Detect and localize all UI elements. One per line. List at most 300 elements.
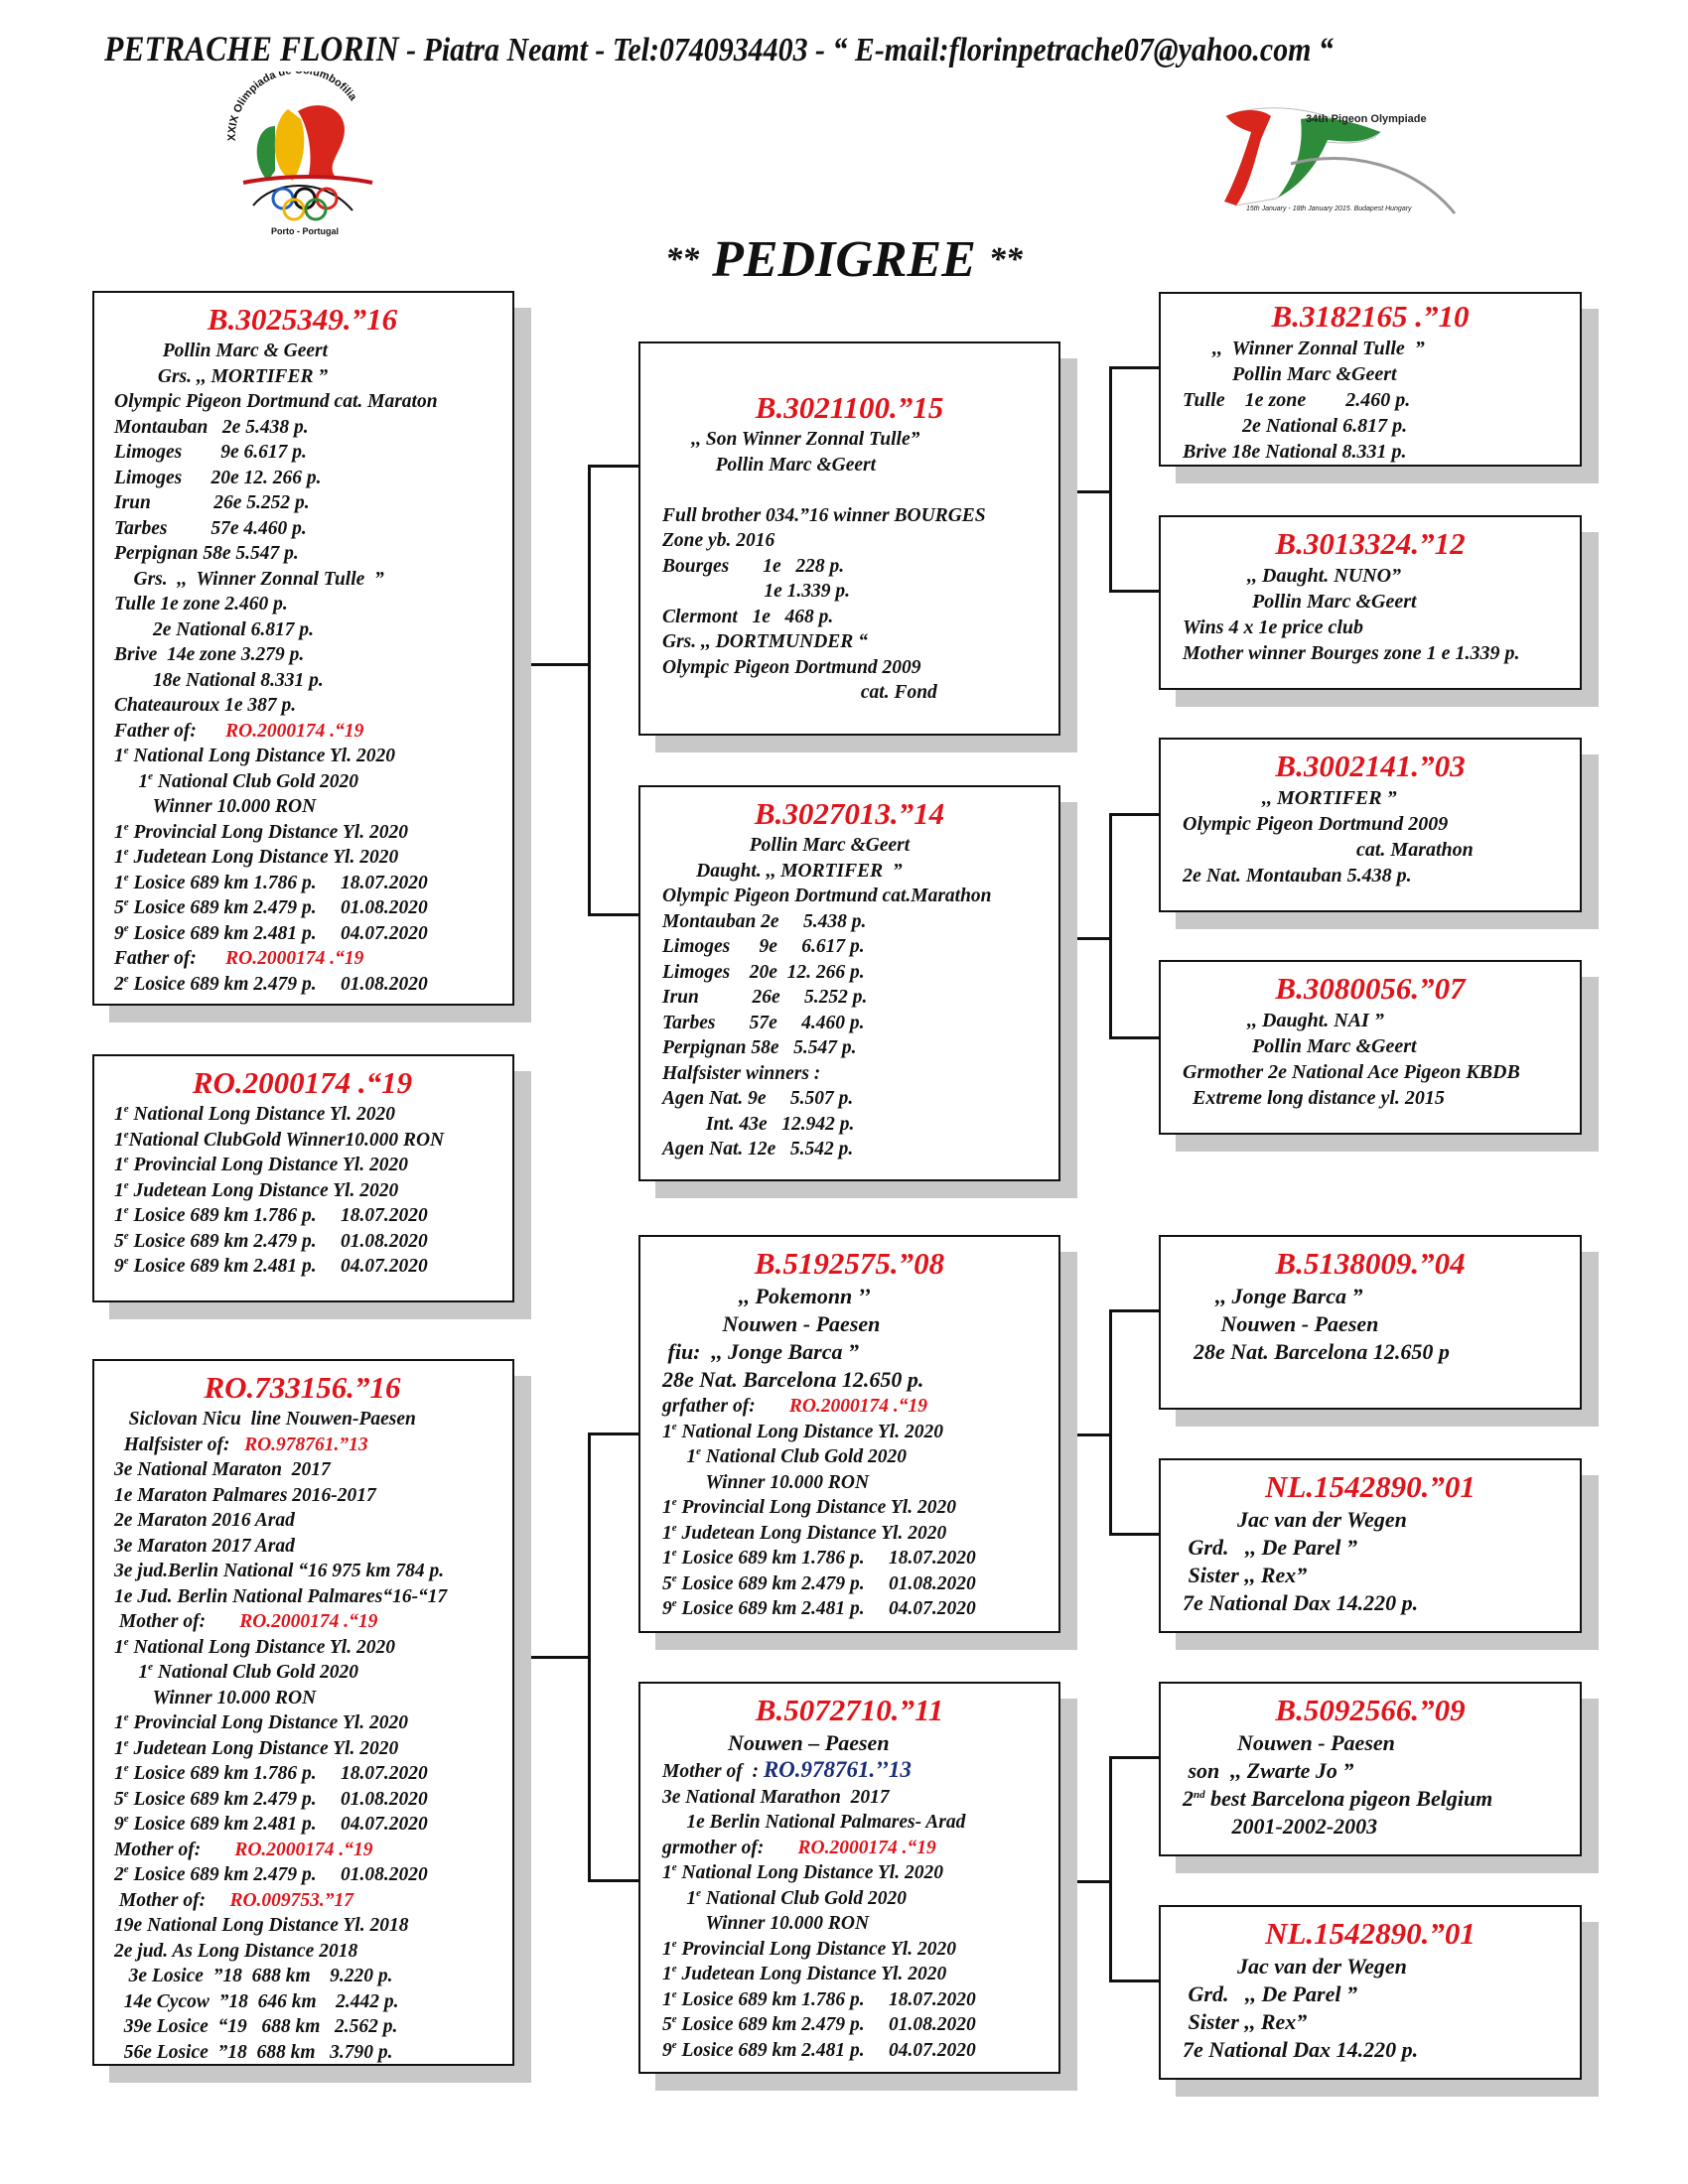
place-suffix: e bbox=[671, 2038, 677, 2051]
pedigree-line bbox=[662, 1886, 1037, 1912]
pedigree-line bbox=[1183, 640, 1558, 666]
line-text: Judetean Long Distance Yl. 2020 bbox=[676, 1522, 947, 1544]
page-title bbox=[0, 230, 1688, 289]
pedigree-line bbox=[662, 1112, 1037, 1138]
line-text: Grd. ,, De Parel ” bbox=[1183, 1981, 1357, 2006]
pedigree-line bbox=[662, 1596, 1037, 1622]
pedigree-line bbox=[1183, 785, 1558, 811]
line-text: Losice 689 km 2.481 p. 04.07.2020 bbox=[676, 2039, 976, 2061]
line-text: Losice 689 km 2.481 p. 04.07.2020 bbox=[128, 922, 428, 944]
place-number: 1 bbox=[662, 1964, 672, 1984]
line-text: Limoges 20e 12. 266 p. bbox=[662, 961, 865, 983]
pedigree-line bbox=[662, 1061, 1037, 1087]
pedigree-line bbox=[662, 1521, 1037, 1547]
place-number: 2 bbox=[114, 973, 124, 995]
pedigree-line bbox=[662, 1987, 1037, 2013]
line-text: Mother of: bbox=[114, 1839, 235, 1860]
line-text: National Club Gold 2020 bbox=[153, 1662, 358, 1683]
pedigree-box-ddd bbox=[1159, 1905, 1582, 2080]
line-text: Losice 689 km 2.481 p. 04.07.2020 bbox=[676, 1598, 976, 1619]
place-suffix: e bbox=[671, 1547, 677, 1559]
connector bbox=[1059, 1880, 1111, 1883]
pedigree-line bbox=[114, 1584, 491, 1610]
place-suffix: e bbox=[671, 1937, 677, 1950]
pedigree-line bbox=[114, 490, 491, 516]
porto-logo-arc-text: XXIX Olimpiada d lumbofilia bbox=[225, 71, 359, 142]
line-text: Nouwen - Paesen bbox=[662, 1311, 881, 1336]
line-text: ,, Pokemonn ’’ bbox=[662, 1284, 871, 1308]
line-text: 56e Losice ”18 688 km 3.790 p. bbox=[114, 2041, 393, 2063]
place-suffix: e bbox=[123, 846, 129, 858]
pedigree-line bbox=[114, 389, 491, 415]
pedigree-line bbox=[114, 1787, 491, 1813]
place-number: 1 bbox=[114, 847, 124, 868]
line-text: Losice 689 km 2.479 p. 01.08.2020 bbox=[128, 897, 428, 918]
line-text: Clermont 1e 468 p. bbox=[662, 606, 834, 627]
breeder-name: PETRACHE FLORIN bbox=[104, 29, 399, 68]
line-text: grfather of: bbox=[662, 1396, 789, 1417]
pedigree-line bbox=[114, 1609, 491, 1635]
pedigree-line bbox=[1183, 811, 1558, 837]
connector bbox=[1109, 1979, 1160, 1982]
line-text: Limoges 9e 6.617 p. bbox=[114, 442, 307, 463]
budapest-logo-image bbox=[1196, 94, 1504, 223]
pedigree-line bbox=[662, 1937, 1037, 1963]
place-suffix: e bbox=[671, 1861, 677, 1873]
line-text: ,, MORTIFER ” bbox=[1183, 787, 1397, 809]
connector bbox=[1059, 1433, 1111, 1436]
line-text: Tarbes 57e 4.460 p. bbox=[114, 517, 307, 539]
line-text: Losice 689 km 1.786 p. 18.07.2020 bbox=[676, 1548, 976, 1569]
ring-number: B.3002141.”03 bbox=[1275, 749, 1466, 783]
line-text: National Long Distance Yl. 2020 bbox=[128, 746, 395, 766]
pedigree-line bbox=[114, 668, 491, 694]
line-text: Losice 689 km 2.479 p. 01.08.2020 bbox=[128, 1864, 428, 1885]
line-text: Wins 4 x 1e price club bbox=[1183, 616, 1364, 638]
place-number: 1 bbox=[114, 1179, 124, 1201]
pedigree-line bbox=[1183, 589, 1558, 614]
pedigree-line bbox=[1183, 1338, 1558, 1366]
connector bbox=[513, 663, 590, 666]
line-text: Chateauroux 1e 387 p. bbox=[114, 695, 297, 716]
line-text: Daught. ,, MORTIFER ” bbox=[662, 860, 903, 882]
line-text: Pollin Marc &Geert bbox=[1183, 1035, 1417, 1057]
connector bbox=[588, 1879, 639, 1882]
pedigree-line bbox=[662, 579, 1037, 605]
line-text: Losice 689 km 2.479 p. 01.08.2020 bbox=[676, 1572, 976, 1594]
line-text: 14e Cycow ”18 646 km 2.442 p. bbox=[114, 1990, 399, 2012]
line-text: National Club Gold 2020 bbox=[701, 1887, 907, 1909]
pedigree-line bbox=[114, 1407, 491, 1433]
connector bbox=[1109, 366, 1160, 369]
connector bbox=[1059, 490, 1111, 493]
place-number: 1 bbox=[114, 872, 124, 893]
place-suffix: e bbox=[123, 1813, 129, 1825]
pedigree-line bbox=[1183, 1953, 1558, 1980]
line-text: Pollin Marc &Geert bbox=[662, 835, 911, 856]
pedigree-line bbox=[1183, 614, 1558, 640]
line-text: 2e Nat. Montauban 5.438 p. bbox=[1183, 865, 1412, 887]
line-text: Tulle 1e zone 2.460 p. bbox=[114, 594, 288, 614]
pedigree-line bbox=[114, 2014, 491, 2040]
place-number: 9 bbox=[114, 1814, 124, 1835]
line-text: Mother of : bbox=[662, 1761, 764, 1782]
place-suffix: e bbox=[123, 1711, 129, 1723]
line-text: 39e Losice “19 688 km 2.562 p. bbox=[114, 2016, 398, 2037]
indent bbox=[114, 771, 138, 792]
pedigree-line bbox=[114, 744, 491, 769]
pedigree-line bbox=[1183, 1534, 1558, 1562]
place-number: 1 bbox=[662, 1938, 672, 1960]
place-suffix: e bbox=[671, 1420, 677, 1433]
line-text: Limoges 9e 6.617 p. bbox=[662, 936, 865, 957]
pedigree-box-dds bbox=[1159, 1682, 1582, 1856]
pedigree-line bbox=[114, 1433, 491, 1458]
place-number: 1 bbox=[114, 1737, 124, 1759]
place-number: 2 bbox=[1183, 1786, 1194, 1811]
ring-reference: RO.2000174 .“19 bbox=[239, 1611, 378, 1632]
pedigree-line bbox=[662, 1283, 1037, 1310]
porto-olympiad-logo bbox=[213, 71, 392, 240]
pedigree-line bbox=[114, 339, 491, 364]
place-suffix: e bbox=[123, 1229, 129, 1242]
pedigree-box-sdd bbox=[1159, 960, 1582, 1135]
pedigree-line bbox=[662, 1962, 1037, 1987]
pedigree-line bbox=[114, 1838, 491, 1863]
line-text: 1e 1.339 p. bbox=[662, 581, 851, 602]
line-text: Judetean Long Distance Yl. 2020 bbox=[676, 1964, 947, 1984]
pedigree-line bbox=[662, 960, 1037, 986]
place-suffix: e bbox=[123, 1255, 129, 1267]
pedigree-line bbox=[662, 1470, 1037, 1496]
pedigree-line bbox=[114, 1128, 491, 1154]
line-text: National Club Gold 2020 bbox=[153, 770, 358, 792]
pedigree-line bbox=[114, 921, 491, 947]
indent bbox=[662, 1888, 686, 1909]
line-text: Losice 689 km 2.479 p. 01.08.2020 bbox=[128, 1230, 428, 1252]
pedigree-line bbox=[1183, 1757, 1558, 1785]
pedigree-line bbox=[1183, 413, 1558, 439]
place-suffix: e bbox=[123, 820, 129, 833]
pedigree-line bbox=[662, 2038, 1037, 2064]
pedigree-line bbox=[114, 845, 491, 871]
line-text: Pollin Marc &Geert bbox=[662, 454, 877, 476]
pedigree-line bbox=[662, 1860, 1037, 1886]
connector bbox=[588, 1433, 591, 1881]
pedigree-line bbox=[1183, 387, 1558, 413]
pedigree-line bbox=[114, 466, 491, 491]
indent bbox=[662, 1446, 686, 1467]
line-text: Olympic Pigeon Dortmund cat. Maraton bbox=[114, 391, 438, 412]
line-text: Losice 689 km 1.786 p. 18.07.2020 bbox=[128, 1763, 428, 1784]
place-suffix: e bbox=[123, 1204, 129, 1216]
line-text: 3e Maraton 2017 Arad bbox=[114, 1535, 295, 1557]
line-text: Judetean Long Distance Yl. 2020 bbox=[128, 847, 399, 868]
pedigree-line bbox=[114, 1939, 491, 1965]
line-text: 1e Berlin National Palmares- Arad bbox=[662, 1812, 966, 1833]
line-text: 3e jud.Berlin National “16 975 km 784 p. bbox=[114, 1561, 445, 1581]
line-text: grmother of: bbox=[662, 1837, 798, 1858]
place-suffix: e bbox=[148, 769, 154, 782]
pedigree-line bbox=[662, 1810, 1037, 1836]
ring-reference: RO.2000174 .“19 bbox=[797, 1837, 936, 1858]
pedigree-line bbox=[114, 642, 491, 668]
line-text: Zone yb. 2016 bbox=[662, 530, 775, 551]
line-text: National Long Distance Yl. 2020 bbox=[128, 1104, 395, 1125]
pedigree-line bbox=[1183, 2008, 1558, 2036]
line-text: Nouwen - Paesen bbox=[1183, 1311, 1379, 1336]
place-number: 9 bbox=[114, 1256, 124, 1277]
line-text: cat. Marathon bbox=[1183, 839, 1474, 861]
place-number: 5 bbox=[662, 2014, 672, 2035]
line-text: 28e Nat. Barcelona 12.650 p bbox=[1183, 1339, 1450, 1364]
place-number: 1 bbox=[662, 1862, 672, 1883]
pedigree-line bbox=[662, 2012, 1037, 2038]
line-text: National ClubGold Winner10.000 RON bbox=[128, 1129, 445, 1151]
place-suffix: e bbox=[671, 1521, 677, 1534]
indent bbox=[114, 1662, 138, 1683]
place-suffix: e bbox=[123, 896, 129, 908]
line-text: 2e National 6.817 p. bbox=[1183, 415, 1408, 437]
line-text: Losice 689 km 1.786 p. 18.07.2020 bbox=[676, 1988, 976, 2010]
line-text: Int. 43e 12.942 p. bbox=[662, 1113, 855, 1135]
pedigree-line bbox=[114, 1483, 491, 1509]
pedigree-line bbox=[114, 1635, 491, 1661]
line-text: Agen Nat. 9e 5.507 p. bbox=[662, 1088, 854, 1109]
pedigree-line bbox=[114, 1913, 491, 1939]
place-suffix: e bbox=[671, 1963, 677, 1975]
place-suffix: e bbox=[123, 745, 129, 756]
ring-number: NL.1542890.”01 bbox=[1265, 1916, 1476, 1951]
title-stars-right: ** bbox=[988, 241, 1023, 278]
pedigree-line bbox=[114, 440, 491, 466]
line-text: Montauban 2e 5.438 p. bbox=[662, 910, 867, 932]
place-number: 1 bbox=[662, 1548, 672, 1569]
pedigree-box-ssd bbox=[1159, 515, 1582, 690]
pedigree-line bbox=[1183, 2036, 1558, 2064]
line-text: Winner 10.000 RON bbox=[662, 1913, 870, 1934]
ring-number: B.3025349.”16 bbox=[207, 302, 398, 337]
line-text: son ,, Zwarte Jo ” bbox=[1183, 1758, 1354, 1783]
line-text: Jac van der Wegen bbox=[1183, 1954, 1407, 1979]
place-suffix: e bbox=[123, 972, 129, 985]
connector bbox=[1109, 1036, 1160, 1039]
pedigree-line bbox=[662, 453, 1037, 478]
pedigree-line bbox=[114, 871, 491, 896]
line-text: Nouwen – Paesen bbox=[662, 1730, 890, 1755]
line-text: Provincial Long Distance Yl. 2020 bbox=[128, 821, 408, 843]
pedigree-line bbox=[114, 769, 491, 795]
connector bbox=[1109, 366, 1112, 592]
place-number: 1 bbox=[114, 1712, 124, 1733]
pedigree-line bbox=[114, 2040, 491, 2066]
line-text: Grs. ,, MORTIFER ” bbox=[114, 365, 329, 387]
pedigree-line bbox=[662, 554, 1037, 580]
pedigree-line bbox=[1183, 1033, 1558, 1059]
line-text: Provincial Long Distance Yl. 2020 bbox=[676, 1938, 956, 1960]
connector bbox=[1109, 1533, 1160, 1536]
line-text: 3e National Marathon 2017 bbox=[662, 1786, 890, 1808]
place-number: 1 bbox=[686, 1446, 697, 1467]
ring-number: B.3021100.”15 bbox=[755, 390, 944, 425]
pedigree-line bbox=[1183, 1785, 1558, 1813]
pedigree-line bbox=[1183, 863, 1558, 888]
pedigree-line bbox=[662, 1785, 1037, 1811]
line-text: Pollin Marc &Geert bbox=[1183, 363, 1397, 385]
line-text: Losice 689 km 2.479 p. 01.08.2020 bbox=[128, 973, 428, 995]
connector bbox=[588, 465, 639, 468]
line-text: Losice 689 km 2.479 p. 01.08.2020 bbox=[128, 1788, 428, 1810]
line-text: 3e Losice ”18 688 km 9.220 p. bbox=[114, 1966, 393, 1986]
pedigree-line bbox=[662, 909, 1037, 935]
line-text: Irun 26e 5.252 p. bbox=[662, 987, 868, 1008]
place-suffix: e bbox=[123, 1128, 129, 1141]
line-text: Grmother 2e National Ace Pigeon KBDB bbox=[1183, 1061, 1520, 1083]
pedigree-line bbox=[114, 1812, 491, 1838]
place-number: 1 bbox=[662, 1988, 672, 2010]
pedigree-line bbox=[662, 859, 1037, 885]
connector bbox=[588, 1433, 639, 1435]
place-number: 1 bbox=[114, 1763, 124, 1784]
pedigree-line bbox=[1183, 439, 1558, 465]
place-suffix: e bbox=[696, 1445, 702, 1457]
pedigree-line bbox=[662, 605, 1037, 630]
line-text: Provincial Long Distance Yl. 2020 bbox=[676, 1497, 956, 1518]
line-text: Full brother 034.”16 winner BOURGES bbox=[662, 504, 986, 526]
pedigree-line bbox=[1183, 1059, 1558, 1085]
pedigree-box-sds bbox=[1159, 738, 1582, 912]
pedigree-line bbox=[1183, 1562, 1558, 1589]
line-text: Bourges 1e 228 p. bbox=[662, 555, 845, 577]
line-text: Agen Nat. 12e 5.542 p. bbox=[662, 1139, 854, 1160]
line-text: Halfsister winners : bbox=[662, 1062, 821, 1084]
ring-reference: RO.2000174 .“19 bbox=[234, 1839, 373, 1860]
line-text: Olympic Pigeon Dortmund 2009 bbox=[662, 656, 921, 678]
line-text: 19e National Long Distance Yl. 2018 bbox=[114, 1915, 409, 1936]
pedigree-line bbox=[662, 1546, 1037, 1571]
line-text: Siclovan Nicu line Nouwen-Paesen bbox=[114, 1409, 416, 1430]
pedigree-line bbox=[114, 1457, 491, 1483]
pedigree-line bbox=[1183, 1085, 1558, 1111]
pedigree-line bbox=[114, 1989, 491, 2015]
place-suffix: e bbox=[671, 1597, 677, 1609]
pedigree-line bbox=[662, 1571, 1037, 1597]
pedigree-line bbox=[114, 895, 491, 921]
pedigree-line bbox=[662, 1394, 1037, 1420]
pedigree-line bbox=[1183, 1008, 1558, 1033]
budapest-olympiad-logo bbox=[1196, 94, 1504, 223]
pedigree-line bbox=[114, 1559, 491, 1584]
line-text: ,, Daught. NAI ” bbox=[1183, 1010, 1384, 1031]
place-number: 1 bbox=[114, 821, 124, 843]
line-text: Losice 689 km 1.786 p. 18.07.2020 bbox=[128, 872, 428, 893]
pedigree-line bbox=[114, 1178, 491, 1204]
line-text: Mother of: bbox=[114, 1611, 240, 1632]
pedigree-line bbox=[662, 1836, 1037, 1861]
line-text: Montauban 2e 5.438 p. bbox=[114, 416, 309, 438]
place-suffix: e bbox=[671, 1987, 677, 2000]
pedigree-line bbox=[662, 680, 1037, 706]
pedigree-line bbox=[1183, 1813, 1558, 1841]
pedigree-line bbox=[662, 1011, 1037, 1036]
place-number: 1 bbox=[114, 1104, 124, 1125]
place-number: 1 bbox=[138, 1662, 149, 1683]
pedigree-line bbox=[114, 415, 491, 441]
line-text: National Long Distance Yl. 2020 bbox=[676, 1862, 943, 1883]
pedigree-line bbox=[662, 1035, 1037, 1061]
pedigree-line bbox=[1183, 837, 1558, 863]
pedigree-line bbox=[114, 541, 491, 567]
ring-reference: RO.2000174 .“19 bbox=[225, 720, 364, 742]
pedigree-line bbox=[114, 516, 491, 542]
pedigree-line bbox=[662, 833, 1037, 859]
line-text: ,, Jonge Barca ” bbox=[1183, 1284, 1363, 1308]
connector bbox=[588, 913, 639, 916]
pedigree-line bbox=[662, 884, 1037, 909]
pedigree-line bbox=[1183, 361, 1558, 387]
line-text: fiu: ,, Jonge Barca ” bbox=[662, 1339, 859, 1364]
place-number: 1 bbox=[662, 1522, 672, 1544]
pedigree-line bbox=[114, 1736, 491, 1762]
place-suffix: e bbox=[123, 871, 129, 884]
pedigree-line bbox=[1183, 336, 1558, 361]
line-text: Losice 689 km 2.481 p. 04.07.2020 bbox=[128, 1814, 428, 1835]
line-text: Irun 26e 5.252 p. bbox=[114, 492, 310, 513]
ring-reference: RO.2000174 .“19 bbox=[788, 1396, 928, 1417]
line-text: Olympic Pigeon Dortmund 2009 bbox=[1183, 813, 1449, 835]
place-number: 1 bbox=[138, 770, 149, 792]
pedigree-line bbox=[114, 1710, 491, 1736]
ring-number: B.5192575.”08 bbox=[754, 1246, 945, 1281]
pedigree-line bbox=[114, 567, 491, 593]
line-text: Sister ,, Rex” bbox=[1183, 2009, 1308, 2034]
pedigree-line bbox=[1183, 1506, 1558, 1534]
contact-header bbox=[104, 28, 1433, 69]
line-text: ,, Winner Zonnal Tulle ” bbox=[1183, 338, 1425, 359]
pedigree-line bbox=[114, 1534, 491, 1560]
pedigree-line bbox=[662, 427, 1037, 453]
pedigree-line bbox=[114, 1964, 491, 1989]
pedigree-line bbox=[114, 364, 491, 390]
pedigree-box-dss bbox=[1159, 1235, 1582, 1410]
place-suffix: e bbox=[123, 1863, 129, 1875]
pedigree-line bbox=[114, 1203, 491, 1229]
line-text: Judetean Long Distance Yl. 2020 bbox=[128, 1179, 399, 1201]
pedigree-box-sire-sire bbox=[638, 341, 1060, 736]
pedigree-line bbox=[662, 1310, 1037, 1338]
place-suffix: e bbox=[123, 1154, 129, 1165]
connector bbox=[1109, 1309, 1112, 1535]
place-suffix: nd bbox=[1194, 1789, 1205, 1801]
place-number: 5 bbox=[114, 1788, 124, 1810]
place-number: 1 bbox=[114, 1129, 124, 1151]
line-text: Father of: bbox=[114, 720, 226, 742]
contact-details: - Piatra Neamt - Tel:0740934403 - “ E-mail:florinpetrache07@yahoo.com “ bbox=[398, 32, 1334, 68]
pedigree-line bbox=[662, 1420, 1037, 1445]
ring-reference: RO.978761.’’13 bbox=[763, 1757, 912, 1782]
place-number: 9 bbox=[662, 2039, 672, 2061]
line-text: National Long Distance Yl. 2020 bbox=[128, 1636, 395, 1658]
budapest-logo-title: 34th Pigeon Olympiade bbox=[1306, 113, 1427, 125]
pedigree-box-sss bbox=[1159, 292, 1582, 467]
pedigree-box-sire bbox=[92, 291, 514, 1006]
line-text: Losice 689 km 1.786 p. 18.07.2020 bbox=[128, 1205, 428, 1226]
pedigree-box-sire-dam bbox=[638, 785, 1060, 1181]
line-text: Nouwen - Paesen bbox=[1183, 1730, 1395, 1755]
line-text: Grs. ,, Winner Zonnal Tulle ” bbox=[114, 568, 384, 590]
pedigree-line bbox=[114, 972, 491, 998]
place-suffix: e bbox=[123, 1736, 129, 1749]
